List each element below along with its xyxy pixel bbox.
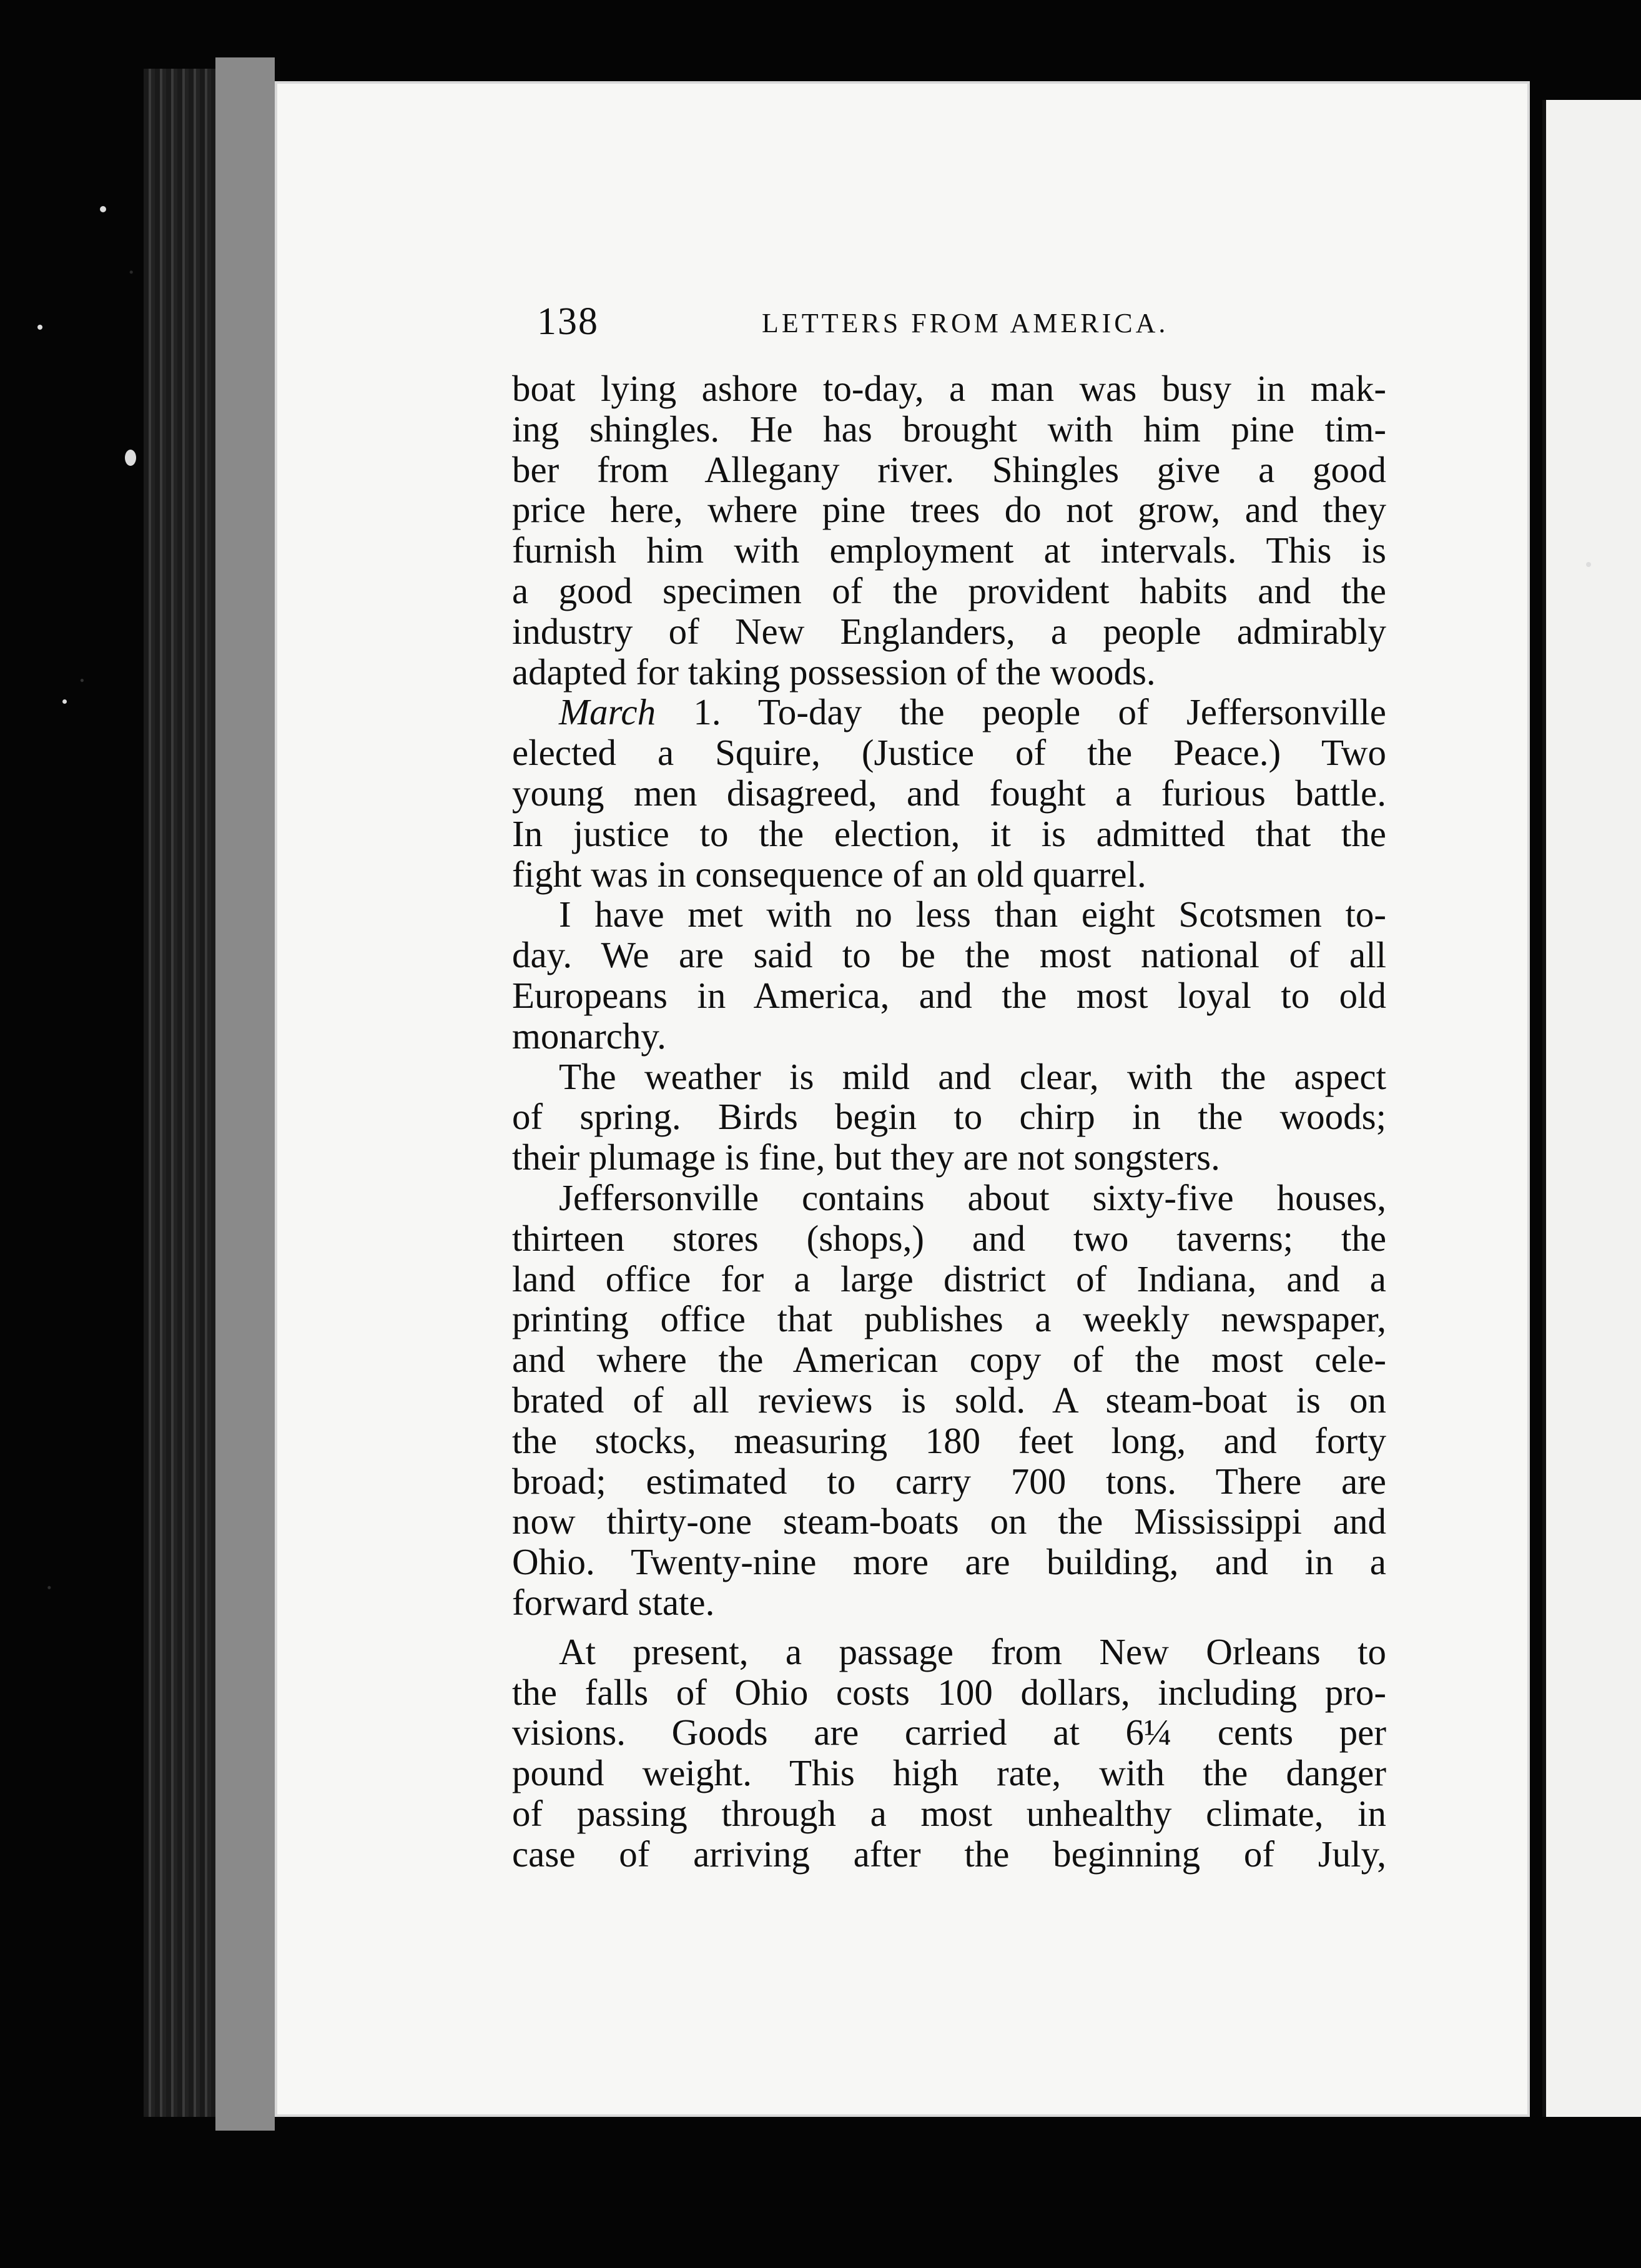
- text-line: forward state.: [512, 1581, 715, 1623]
- text-line: elected a Squire, (Justice of the Peace.) Two: [512, 732, 1386, 774]
- text-line: industry of New Englanders, a people admirably: [512, 610, 1386, 652]
- facing-page-edge: [1542, 100, 1641, 2117]
- text-line: ing shingles. He has brought with him pine tim-: [512, 408, 1386, 450]
- text-line: monarchy.: [512, 1015, 666, 1057]
- text-line: Ohio. Twenty-nine more are building, and in a: [512, 1541, 1386, 1583]
- text-line: pound weight. This high rate, with the danger: [512, 1752, 1386, 1794]
- running-header: [537, 300, 1169, 350]
- text-line: boat lying ashore to-day, a man was busy in mak-: [512, 368, 1386, 409]
- text-line: the stocks, measuring 180 feet long, and forty: [512, 1419, 1386, 1461]
- text-line: Jeffersonville contains about sixty-five houses,: [559, 1176, 1386, 1218]
- text-line: case of arriving after the beginning of July,: [512, 1833, 1386, 1875]
- text-line: of passing through a most unhealthy climate, in: [512, 1792, 1386, 1834]
- page-number: 138: [537, 300, 599, 343]
- text-line: fight was in consequence of an old quarrel.: [512, 853, 1146, 895]
- text-line: land office for a large district of Indiana, and a: [512, 1258, 1386, 1299]
- text-line: the falls of Ohio costs 100 dollars, including pro-: [512, 1671, 1386, 1713]
- dust-speck: [37, 325, 42, 330]
- dust-speck: [100, 206, 106, 212]
- text-line: ber from Allegany river. Shingles give a good: [512, 448, 1386, 490]
- text-line: [512, 692, 1386, 732]
- body-text: [512, 368, 1386, 1874]
- text-line: young men disagreed, and fought a furious battle.: [512, 772, 1386, 814]
- text-line: broad; estimated to carry 700 tons. There are: [512, 1460, 1386, 1502]
- text-line: their plumage is fine, but they are not songsters.: [512, 1136, 1220, 1178]
- running-title: LETTERS FROM AMERICA.: [762, 308, 1169, 338]
- text-line: thirteen stores (shops,) and two taverns; the: [512, 1217, 1386, 1259]
- text-line: Europeans in America, and the most loyal to old: [512, 974, 1386, 1016]
- text-line: and where the American copy of the most cele-: [512, 1339, 1386, 1381]
- dust-speck: [1586, 562, 1591, 567]
- text-line: visions. Goods are carried at 6¼ cents per: [512, 1712, 1386, 1753]
- text-line: The weather is mild and clear, with the aspect: [559, 1055, 1386, 1097]
- text-line: adapted for taking possession of the woods.: [512, 651, 1156, 693]
- text-line: day. We are said to be the most national of all: [512, 934, 1386, 976]
- text-line: a good specimen of the provident habits and the: [512, 569, 1386, 611]
- text-line: In justice to the election, it is admitted that the: [512, 812, 1386, 854]
- page-edge-shadow: [215, 57, 275, 2131]
- text-line: brated of all reviews is sold. A steam-boat is on: [512, 1379, 1386, 1421]
- dust-speck: [62, 699, 67, 704]
- text-line: furnish him with employment at intervals. This is: [512, 530, 1386, 571]
- text-line: I have met with no less than eight Scotsmen to-: [559, 894, 1386, 935]
- paragraph-gap: [512, 1623, 1386, 1632]
- text-line: At present, a passage from New Orleans to: [559, 1630, 1386, 1672]
- line-text: 1. To-day the people of Jeffersonville: [656, 691, 1386, 733]
- text-line: of spring. Birds begin to chirp in the woods;: [512, 1096, 1386, 1138]
- text-line: printing office that publishes a weekly newspaper,: [512, 1298, 1386, 1340]
- text-line: now thirty-one steam-boats on the Mississippi and: [512, 1501, 1386, 1542]
- italic-date: March: [559, 691, 656, 733]
- dust-speck: [125, 450, 136, 466]
- text-line: price here, where pine trees do not grow, and they: [512, 489, 1386, 531]
